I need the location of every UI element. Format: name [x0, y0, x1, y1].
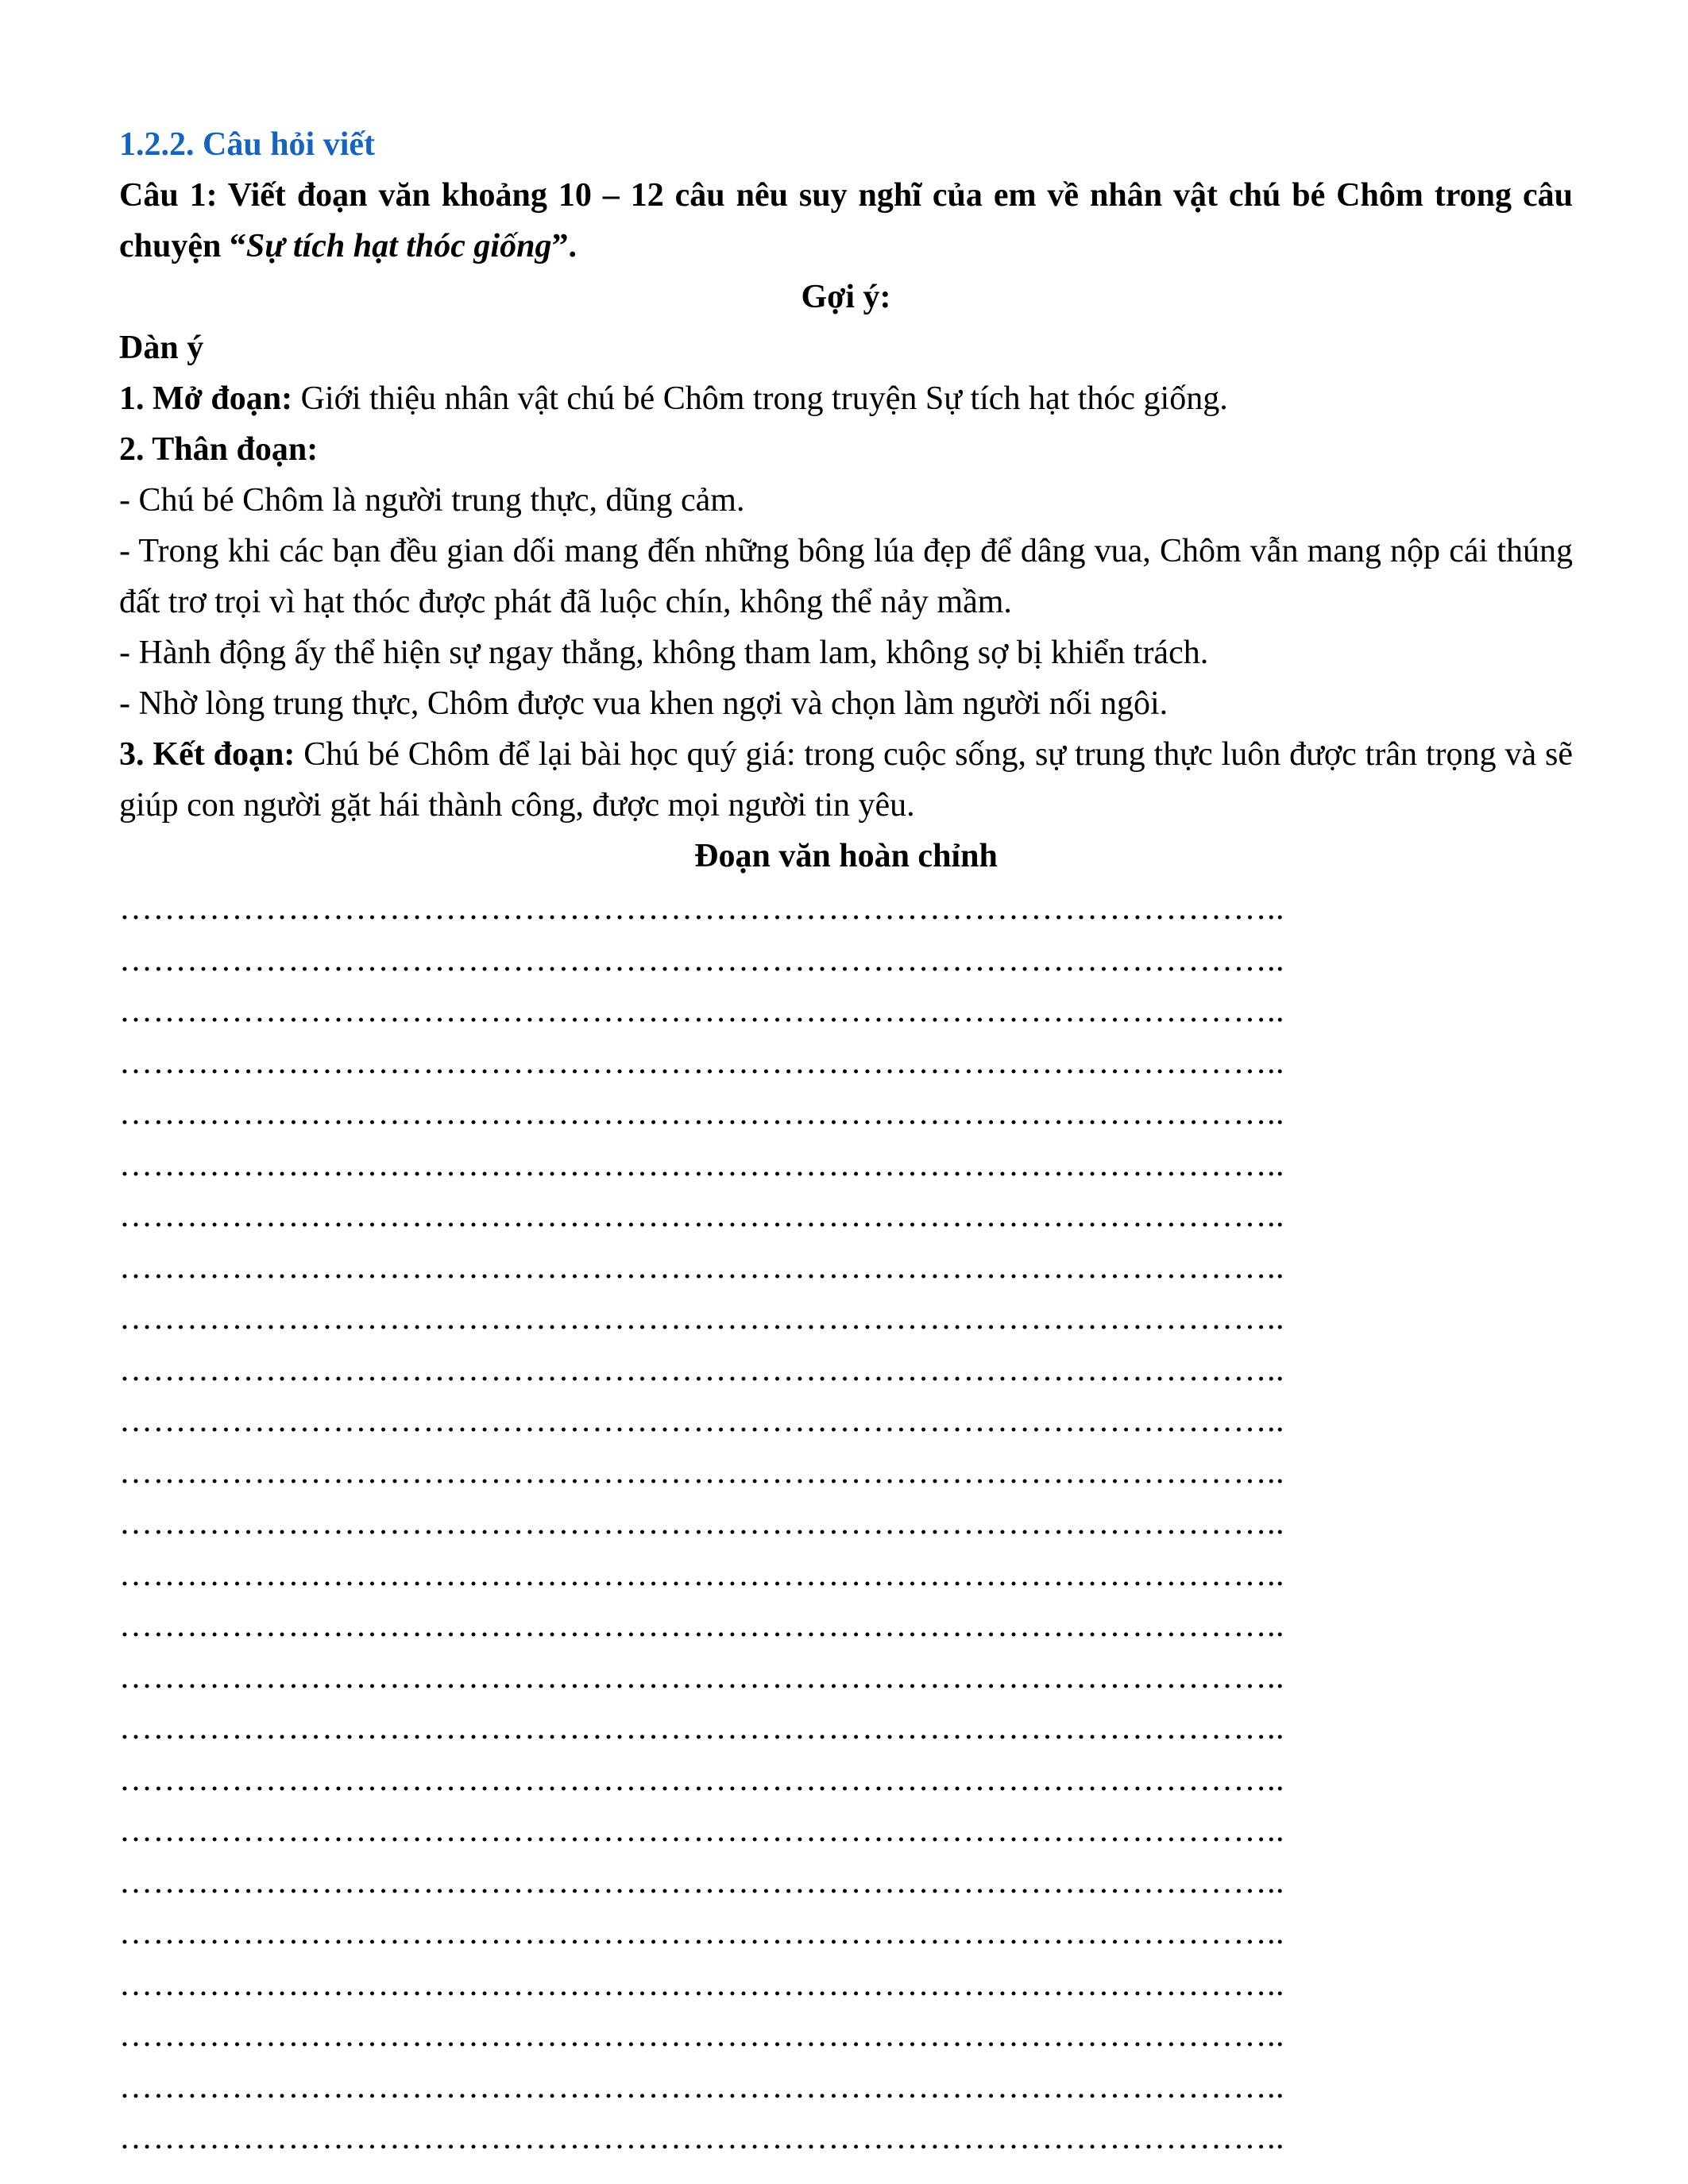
section-heading: 1.2.2. Câu hỏi viết	[119, 126, 376, 163]
answer-line: …………………………………………………………………………………………..	[119, 1453, 1284, 1491]
answer-line: …………………………………………………………………………………………..	[119, 1966, 1284, 2003]
document-page	[119, 119, 1573, 2164]
outline-close	[119, 729, 1573, 831]
answer-line: …………………………………………………………………………………………..	[119, 1863, 1284, 1900]
hint-heading: Gợi ý:	[801, 279, 891, 315]
outline-open-text: Giới thiệu nhân vật chú bé Chôm trong truyện Sự tích hạt thóc giống.	[292, 380, 1228, 417]
answer-line: …………………………………………………………………………………………..	[119, 1915, 1284, 1951]
answer-line: …………………………………………………………………………………………..	[119, 1351, 1284, 1388]
outline-open-label: 1. Mở đoạn:	[119, 380, 293, 417]
outline-close-text: Chú bé Chôm để lại bài học quý giá: trong cuộc sống, sự trung thực luôn được trân trọng và sẽ giúp con người gặt hái thành công, được mọi người tin yêu.	[119, 736, 1573, 824]
answer-line: …………………………………………………………………………………………..	[119, 1403, 1284, 1439]
outline-body-point: - Hành động ấy thể hiện sự ngay thẳng, không tham lam, không sợ bị khiển trách.	[119, 635, 1209, 671]
answer-line: …………………………………………………………………………………………..	[119, 941, 1284, 978]
answer-line: …………………………………………………………………………………………..	[119, 1505, 1284, 1542]
answer-line: …………………………………………………………………………………………..	[119, 993, 1284, 1029]
answer-line: …………………………………………………………………………………………..	[119, 1556, 1284, 1593]
outline-body-point: - Chú bé Chôm là người trung thực, dũng cảm.	[119, 482, 745, 519]
outline-open	[119, 373, 1573, 424]
completed-paragraph-heading: Đoạn văn hoàn chỉnh	[694, 838, 998, 874]
answer-line: …………………………………………………………………………………………..	[119, 1095, 1284, 1132]
answer-line: …………………………………………………………………………………………..	[119, 1146, 1284, 1183]
outline-body-point: - Nhờ lòng trung thực, Chôm được vua khen ngợi và chọn làm người nối ngôi.	[119, 685, 1168, 722]
answer-line: …………………………………………………………………………………………..	[119, 1044, 1284, 1081]
outline-body-label: 2. Thân đoạn:	[119, 431, 319, 468]
outline-close-label: 3. Kết đoạn:	[119, 736, 295, 773]
question-text: Viết đoạn văn khoảng 10 – 12 câu nêu suy nghĩ của em về nhân vật chú bé Chôm trong câu chuyện “	[119, 177, 1573, 264]
question-1	[119, 170, 1573, 272]
answer-line: …………………………………………………………………………………………..	[119, 1607, 1284, 1644]
answer-line: …………………………………………………………………………………………..	[119, 1198, 1284, 1234]
question-text-end: ”.	[551, 228, 577, 264]
answer-line: …………………………………………………………………………………………..	[119, 890, 1284, 927]
answer-line: …………………………………………………………………………………………..	[119, 2120, 1284, 2156]
question-label: Câu 1:	[119, 177, 218, 214]
answer-line: …………………………………………………………………………………………..	[119, 1812, 1284, 1849]
answer-line: …………………………………………………………………………………………..	[119, 1658, 1284, 1696]
story-title: Sự tích hạt thóc giống	[245, 228, 552, 264]
outline-body-point: - Trong khi các bạn đều gian dối mang đến những bông lúa đẹp để dâng vua, Chôm vẫn mang nộp cái thúng đất trơ trọi vì hạt thóc được phát đã luộc chín, không thể nảy mầm.	[119, 533, 1573, 620]
answer-line: …………………………………………………………………………………………..	[119, 1300, 1284, 1337]
outline-heading: Dàn ý	[119, 330, 204, 366]
answer-line: …………………………………………………………………………………………..	[119, 2068, 1284, 2105]
answer-line: …………………………………………………………………………………………..	[119, 2017, 1284, 2054]
answer-writing-area	[119, 883, 1573, 2164]
answer-line: …………………………………………………………………………………………..	[119, 1710, 1284, 1746]
answer-line: …………………………………………………………………………………………..	[119, 1248, 1284, 1286]
answer-line: …………………………………………………………………………………………..	[119, 1761, 1284, 1798]
